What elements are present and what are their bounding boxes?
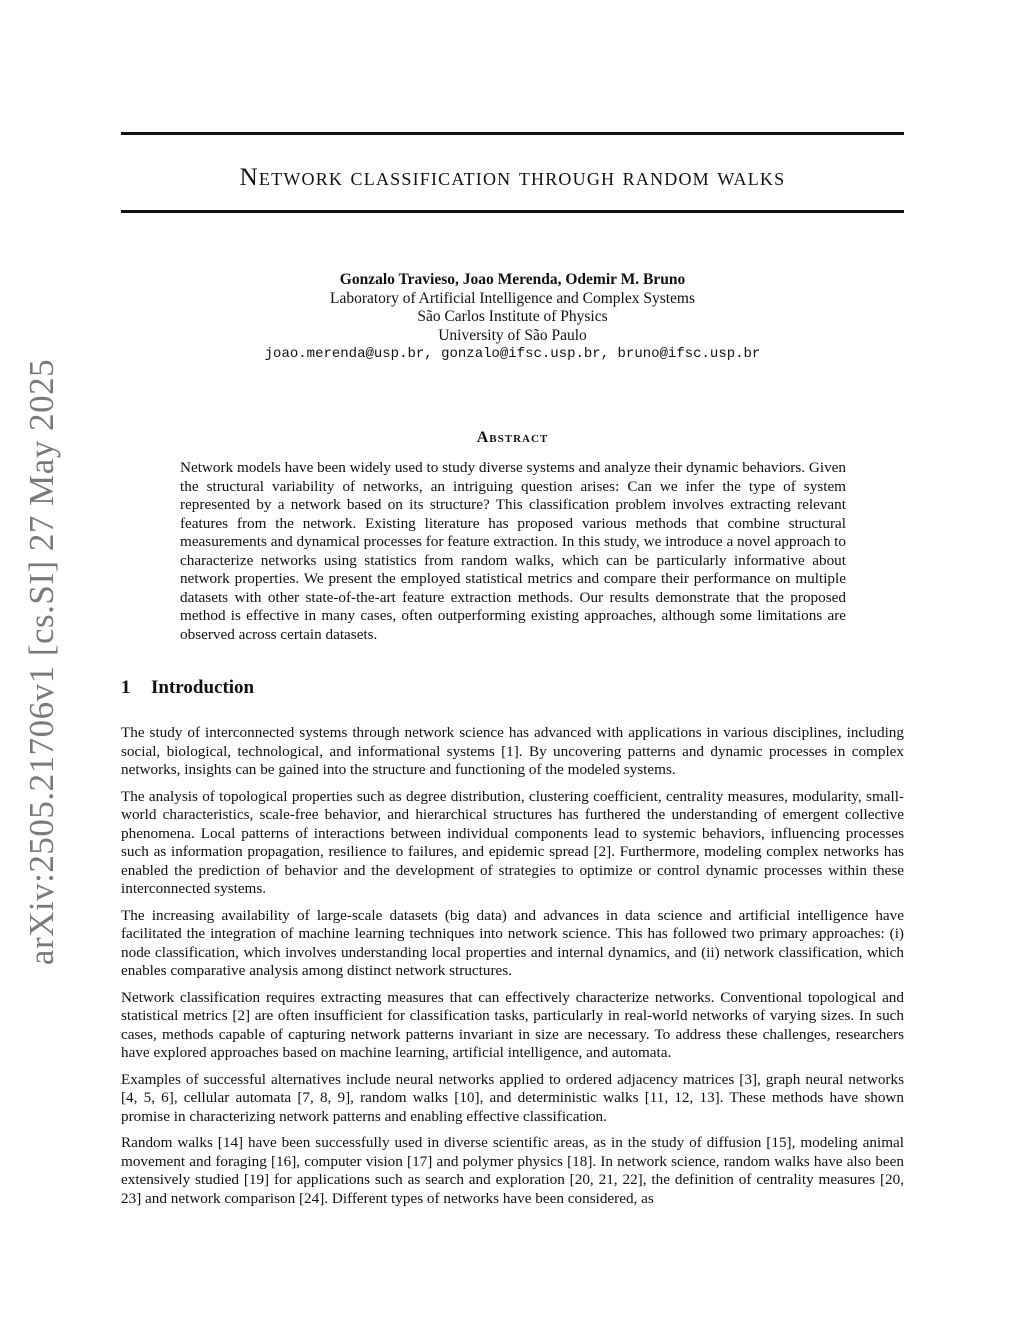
arxiv-identifier-stamp: arXiv:2505.21706v1 [cs.SI] 27 May 2025: [22, 358, 61, 966]
title-bottom-rule: [121, 210, 904, 213]
section-number: 1: [121, 677, 131, 698]
body-paragraph: Examples of successful alternatives include neural networks applied to ordered adjacency matrices [3], graph neural networks [4, 5, 6], cellular automata [7, 8, 9], random walks [10], and deterministic walks [11, 12, 13]. These methods have shown promise in characterizing network patterns and enabling effective classification.: [121, 1070, 904, 1125]
section-title: Introduction: [151, 677, 255, 698]
affiliation-line: Laboratory of Artificial Intelligence and Complex Systems: [329, 289, 695, 307]
affiliation-line: University of São Paulo: [438, 326, 587, 344]
abstract-text: Network models have been widely used to study diverse systems and analyze their dynamic behaviors. Given the structural variability of networks, an intriguing question arises: Can we infer the type of system represented by a network based on its structure? This classification problem involves extracting relevant features from the network. Existing literature has proposed various methods that combine structural measurements and dynamical processes for feature extraction. In this study, we introduce a novel approach to characterize networks using statistics from random walks, which can be particularly informative about network properties. We present the employed statistical metrics and compare their performance on multiple datasets with other state-of-the-art feature extraction methods. Our results demonstrate that the proposed method is effective in many cases, often outperforming existing approaches, although some limitations are observed across certain datasets.: [180, 459, 846, 643]
body-paragraph: The study of interconnected systems through network science has advanced with applications in various disciplines, including social, biological, technological, and informational systems [1]. By uncovering patterns and dynamic processes in complex networks, insights can be gained into the structure and functioning of the modeled systems.: [121, 724, 904, 778]
body-paragraph: The analysis of topological properties such as degree distribution, clustering coefficient, centrality measures, modularity, small-world characteristics, scale-free behavior, and hierarchical structures has furthered the understanding of emergent collective phenomena. Local patterns of interactions between individual components lead to systemic behaviors, influencing processes such as information propagation, resilience to failures, and epidemic spread [2]. Furthermore, modeling complex networks has enabled the prediction of behavior and the development of strategies to optimize or control dynamic processes within these interconnected systems.: [121, 787, 904, 897]
title-top-rule: [121, 132, 904, 135]
affiliation-line: São Carlos Institute of Physics: [417, 308, 608, 326]
author-emails: joao.merenda@usp.br, gonzalo@ifsc.usp.br, bruno@ifsc.usp.br: [264, 346, 761, 363]
body-paragraph: Network classification requires extracting measures that can effectively characterize networks. Conventional topological and statistical metrics [2] are often insufficient for classification tasks, particularly in real-world networks of varying sizes. In such cases, methods capable of capturing network patterns invariant in size are necessary. To address these challenges, researchers have explored approaches based on machine learning, artificial intelligence, and automata.: [121, 988, 904, 1061]
author-names: Gonzalo Travieso, Joao Merenda, Odemir M. Bruno: [339, 271, 686, 288]
paper-title: Network classification through random walks: [239, 164, 786, 191]
section-body: [121, 724, 904, 1216]
body-paragraph: Random walks [14] have been successfully used in diverse scientific areas, as in the study of diffusion [15], modeling animal movement and foraging [16], computer vision [17] and polymer physics [18]. In network science, random walks have also been extensively studied [19] for applications such as search and exploration [20, 21, 22], the definition of centrality measures [20, 23] and network comparison [24]. Different types of networks have been considered, as: [121, 1134, 904, 1207]
body-paragraph: The increasing availability of large-scale datasets (big data) and advances in data science and artificial intelligence have facilitated the integration of machine learning techniques into network science. This has followed two primary approaches: (i) node classification, which involves understanding local properties and internal dynamics, and (ii) network classification, which enables comparative analysis among distinct network structures.: [121, 906, 904, 979]
section-heading: [121, 677, 254, 699]
author-block: [121, 271, 904, 364]
abstract-heading: Abstract: [476, 429, 549, 446]
